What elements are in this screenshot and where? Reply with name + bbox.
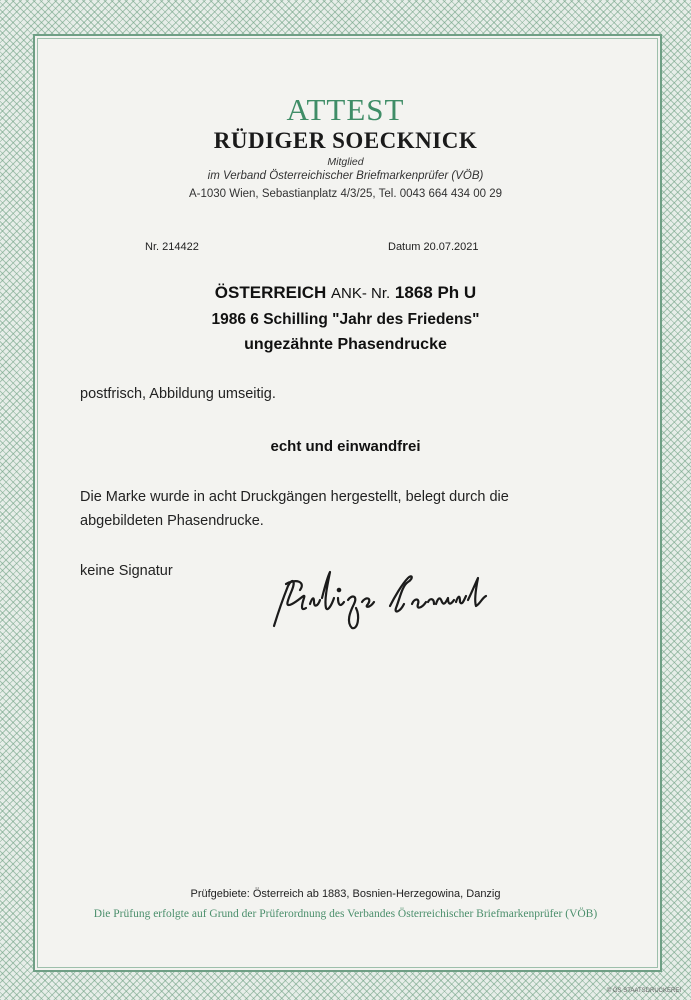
member-label: Mitglied [327,156,364,168]
handwritten-signature [262,568,492,638]
subject-line-1 [0,283,691,303]
ank-label: ANK- Nr. [331,285,391,302]
ank-number: 1868 Ph U [394,283,477,302]
printer-mark: © ÖS STAATSDRUCKEREI [606,988,681,994]
subject-line-3: ungezähnte Phasendrucke [244,336,447,353]
certificate-number: Nr. 214422 [145,241,199,253]
address-line: A-1030 Wien, Sebastianplatz 4/3/25, Tel. 0043 664 434 00 29 [188,188,503,200]
country: ÖSTERREICH [214,283,327,302]
signatur-note: keine Signatur [80,563,173,579]
condition-text: postfrisch, Abbildung umseitig. [80,386,276,402]
certificate-date: Datum 20.07.2021 [388,241,479,253]
pruefordnung-text: Die Prüfung erfolgte auf Grund der Prüferordnung des Verbandes Österreichischer Briefmarkenprüfer (VÖB) [93,908,598,920]
association-label: im Verband Österreichischer Briefmarkenprüfer (VÖB) [207,170,484,182]
pruefgebiete-text: Prüfgebiete: Österreich ab 1883, Bosnien-Herzegowina, Danzig [190,888,501,900]
verdict-text: echt und einwandfrei [270,438,421,455]
examiner-name: RÜDIGER SOECKNICK [213,128,478,153]
subject-line-2: 1986 6 Schilling "Jahr des Friedens" [211,311,480,328]
note-line-2: abgebildeten Phasendrucke. [80,513,264,529]
attest-title: ATTEST [286,92,405,127]
note-line-1: Die Marke wurde in acht Druckgängen hergestellt, belegt durch die [80,489,509,505]
note-text [80,485,620,533]
